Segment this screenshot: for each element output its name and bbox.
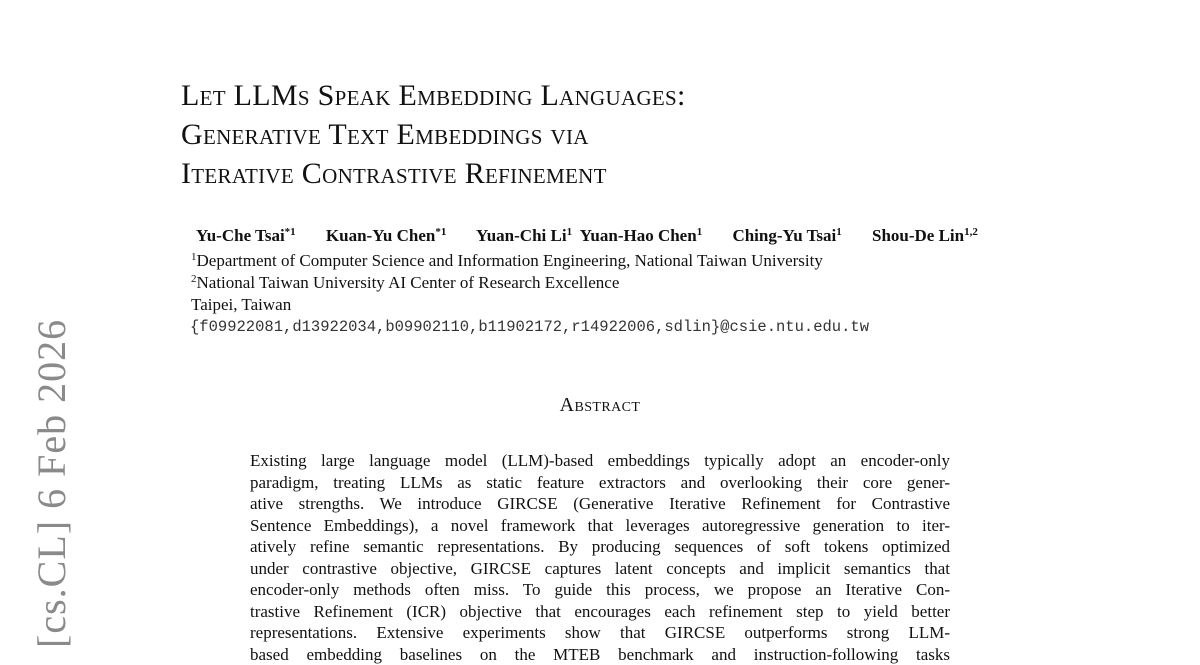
abstract-heading: Abstract	[559, 394, 641, 416]
author-name: Yuan-Chi Li	[476, 226, 567, 245]
author-4	[580, 226, 703, 245]
author-6	[872, 226, 978, 245]
affiliation-mark: 2	[191, 273, 197, 285]
title-line-1: Let LLMs Speak Embedding Languages:	[181, 79, 686, 112]
author-affil-mark: 1	[836, 226, 842, 238]
title-line-3: Iterative Contrastive Refinement	[181, 157, 607, 190]
abstract-line: under contrastive objective, GIRCSE captures latent concepts and implicit semantics that	[250, 558, 950, 578]
author-5	[732, 226, 841, 245]
abstract-line: encoder-only methods often miss. To guide this process, we propose an Iterative Con-	[250, 580, 950, 599]
author-2	[326, 226, 446, 245]
affiliation-text: Department of Computer Science and Information Engineering, National Taiwan University	[196, 251, 823, 270]
abstract-line: Sentence Embeddings), a novel framework that leverages autoregressive generation to iter-	[250, 515, 950, 535]
abstract-line: representations. Extensive experiments show that GIRCSE outperforms strong LLM-	[250, 623, 950, 642]
affiliation-1	[191, 250, 823, 272]
author-affil-mark: 1,2	[964, 226, 978, 238]
author-list	[196, 226, 978, 246]
author-name: Ching-Yu Tsai	[732, 226, 837, 245]
abstract-line: ative strengths. We introduce GIRCSE (Generative Iterative Refinement for Contrastive	[250, 494, 950, 513]
author-name: Yu-Che Tsai	[196, 226, 285, 245]
paper-title	[181, 76, 941, 193]
abstract-line: Existing large language model (LLM)-based embeddings typically adopt an encoder-only	[250, 451, 950, 470]
author-name: Yuan-Hao Chen	[579, 226, 697, 245]
affiliation-location	[191, 294, 291, 316]
author-1	[196, 226, 296, 245]
affiliation-mark: 1	[191, 251, 197, 263]
author-affil-mark: *1	[284, 226, 296, 238]
abstract-line: trastive Refinement (ICR) objective that encourages each refinement step to yield better	[250, 601, 950, 621]
author-emails: {f09922081,d13922034,b09902110,b11902172,r14922006,sdlin}@csie.ntu.edu.tw	[190, 318, 870, 336]
abstract-line: paradigm, treating LLMs as static feature extractors and overlooking their core gener-	[250, 472, 950, 492]
arxiv-side-stamp: [cs.CL] 6 Feb 2026	[29, 318, 74, 648]
author-name: Kuan-Yu Chen	[325, 226, 436, 245]
author-name: Shou-De Lin	[872, 226, 965, 245]
author-3	[476, 226, 572, 245]
abstract-body	[250, 450, 950, 664]
affiliation-text: National Taiwan University AI Center of Research Excellence	[196, 273, 620, 292]
author-affil-mark: 1	[696, 226, 703, 238]
title-line-2: Generative Text Embeddings via	[181, 118, 589, 151]
abstract-line: atively refine semantic representations. By producing sequences of soft tokens optimized	[250, 537, 950, 556]
affiliation-2	[191, 272, 619, 294]
abstract-line-cutoff: based embedding baselines on the MTEB benchmark and instruction-following tasks	[250, 644, 950, 664]
author-affil-mark: *1	[435, 226, 447, 238]
author-affil-mark: 1	[566, 226, 573, 238]
affiliation-text: Taipei, Taiwan	[191, 295, 292, 314]
